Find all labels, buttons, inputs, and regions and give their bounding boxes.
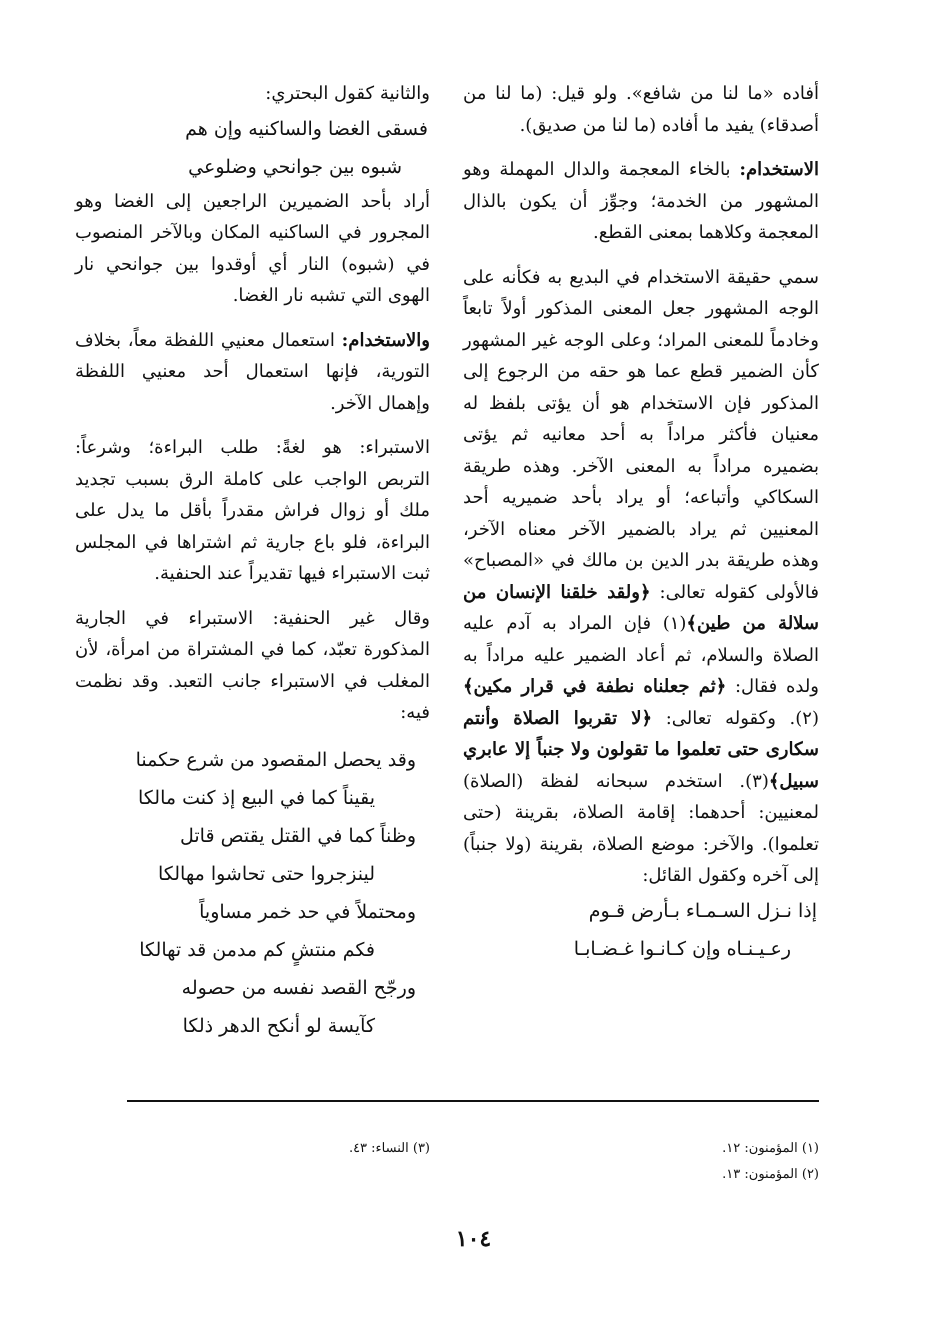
quran-quote: ﴿ثم جعلناه نطفة في قرار مكين﴾: [463, 676, 727, 697]
paragraph-text: بالخاء المعجمة والدال المهملة وهو المشهور من الخدمة؛ وجوِّز أن يكون بالذال المعجمة وكلاهما بمعنى القطع.: [463, 159, 819, 243]
poem-verse: شبوه بين جوانحي وضلوعي: [188, 155, 402, 178]
footnote-divider: [127, 1100, 819, 1102]
poem-verse: كآيسة لو أنكح الدهر ذلكا: [182, 1014, 375, 1037]
term-heading: والاستخدام:: [341, 329, 430, 351]
paragraph: [463, 154, 819, 249]
poem-verse: إذا نـزل السـمـاء بـأرض قـوم: [588, 899, 817, 922]
poem-verse: وظناً كما في القتل يقتص قاتل: [179, 824, 416, 847]
footnote: (٢) المؤمنون: ١٣.: [722, 1167, 819, 1182]
paragraph-text: سمي حقيقة الاستخدام في البديع به فكأنه على الوجه المشهور جعل المعنى المذكور أولاً تابعاً وخادماً للمعنى المراد؛ وعلى الوجه غير المشهور كأن الضمير قطع عما هو حقه من الرجوع إلى المذكور فإن الاستخدام هو أن يؤتى بلفظ له معنيان فأكثر مراداً به أحد معانيه ثم يؤتى بضميره مراداً به المعنى الآخر. وهذه طريقة السكاكي وأتباعه؛ أو يراد بأحد ضميريه أحد المعنيين ثم يراد بالضمير الآخر معناه الآخر، وهذه طريقة بدر الدين بن مالك في «المصباح» فالأولى كقوله تعالى:: [463, 266, 819, 603]
poem-verse: فكم منتشٍ كم مدمن قد تهالكا: [139, 938, 375, 961]
poem-verse: وقد يحصل المقصود من شرع حكمنا: [135, 748, 416, 771]
page-number: ١٠٤: [455, 1226, 492, 1252]
paragraph: [75, 432, 430, 590]
paragraph-text: (٢). وكقوله تعالى:: [652, 707, 819, 729]
paragraph: [463, 262, 819, 892]
paragraph-text: (١) فإن المراد به آدم عليه الصلاة والسلام، ثم أعاد الضمير عليه مراداً به ولده فقال:: [463, 613, 819, 697]
poem-verse: ورجّح القصد نفسه من حصوله: [181, 976, 416, 999]
footnote: (١) المؤمنون: ١٢.: [722, 1141, 819, 1156]
paragraph: وقال غير الحنفية: الاستبراء في الجارية المذكورة تعبّد، كما في المشتراة من امرأة، لأن المغلب في الاستبراء جانب التعبد. وقد نظمت فيه:: [75, 607, 430, 723]
poem-verse: فسقى الغضا والساكنيه وإن هم: [185, 117, 428, 140]
poem-verse: لينزجروا حتى تحاشوا مهالكا: [157, 862, 375, 885]
term-heading: الاستبراء:: [359, 437, 430, 458]
right-column: [463, 78, 819, 968]
paragraph-text: هو لغةً: طلب البراءة؛ وشرعاً: التربص الواجب على كاملة الرق بسبب تجديد ملك أو زوال فراش مقدراً بأقل ما يدل على البراءة، فلو باع جارية ثم اشتراها في المجلس ثبت الاستبراء فيها تقديراً عند الحنفية.: [75, 437, 430, 584]
paragraph: [75, 325, 430, 420]
spacer: [75, 729, 430, 741]
quran-quote: ﴿لا تقربوا الصلاة وأنتم سكارى حتى تعلموا ما تقولون ولا جنباً إلا عابري سبيل﴾: [463, 707, 819, 792]
paragraph: أفاده «ما لنا من شافع». ولو قيل: (ما لنا من أصدقاء) يفيد ما أفاده (ما لنا من صديق).: [463, 83, 819, 136]
quran-quote: ﴿ولقد خلقنا الإنسان من سلالة من طين﴾: [463, 581, 819, 634]
paragraph: أراد بأحد الضميرين الراجعين إلى الغضا وهو المجرور في الساكنيه المكان وبالآخر المنصوب في (شبوه) النار أي أوقدوا بين جوانحي نار الهوى التي تشبه نار الغضا.: [75, 190, 430, 306]
poem-verse: يقيناً كما في البيع إذ كنت مالكا: [138, 786, 375, 809]
term-heading: الاستخدام:: [739, 159, 819, 180]
poem-verse: رعـيـنـاه وإن كـانـوا غـضـابـا: [573, 937, 791, 960]
left-column: [75, 78, 430, 1045]
paragraph-text: استعمال معنيي اللفظة معاً، بخلاف التورية، فإنها استعمال أحد معنيي اللفظة وإهمال الآخر.: [75, 329, 430, 414]
poem-verse: ومحتملاً في حد خمر مساوياً: [199, 900, 416, 923]
footnote: (٣) النساء: ٤٣.: [348, 1141, 430, 1156]
paragraph-text: (٣). استخدم سبحانه لفظة (الصلاة) لمعنيين: أحدهما: إقامة الصلاة، بقرينة (حتى تعلموا). والآخر: موضع الصلاة، بقرينة (ولا جنباً) إلى آخره وكقول القائل:: [463, 770, 819, 886]
paragraph: والثانية كقول البحتري:: [265, 83, 430, 104]
